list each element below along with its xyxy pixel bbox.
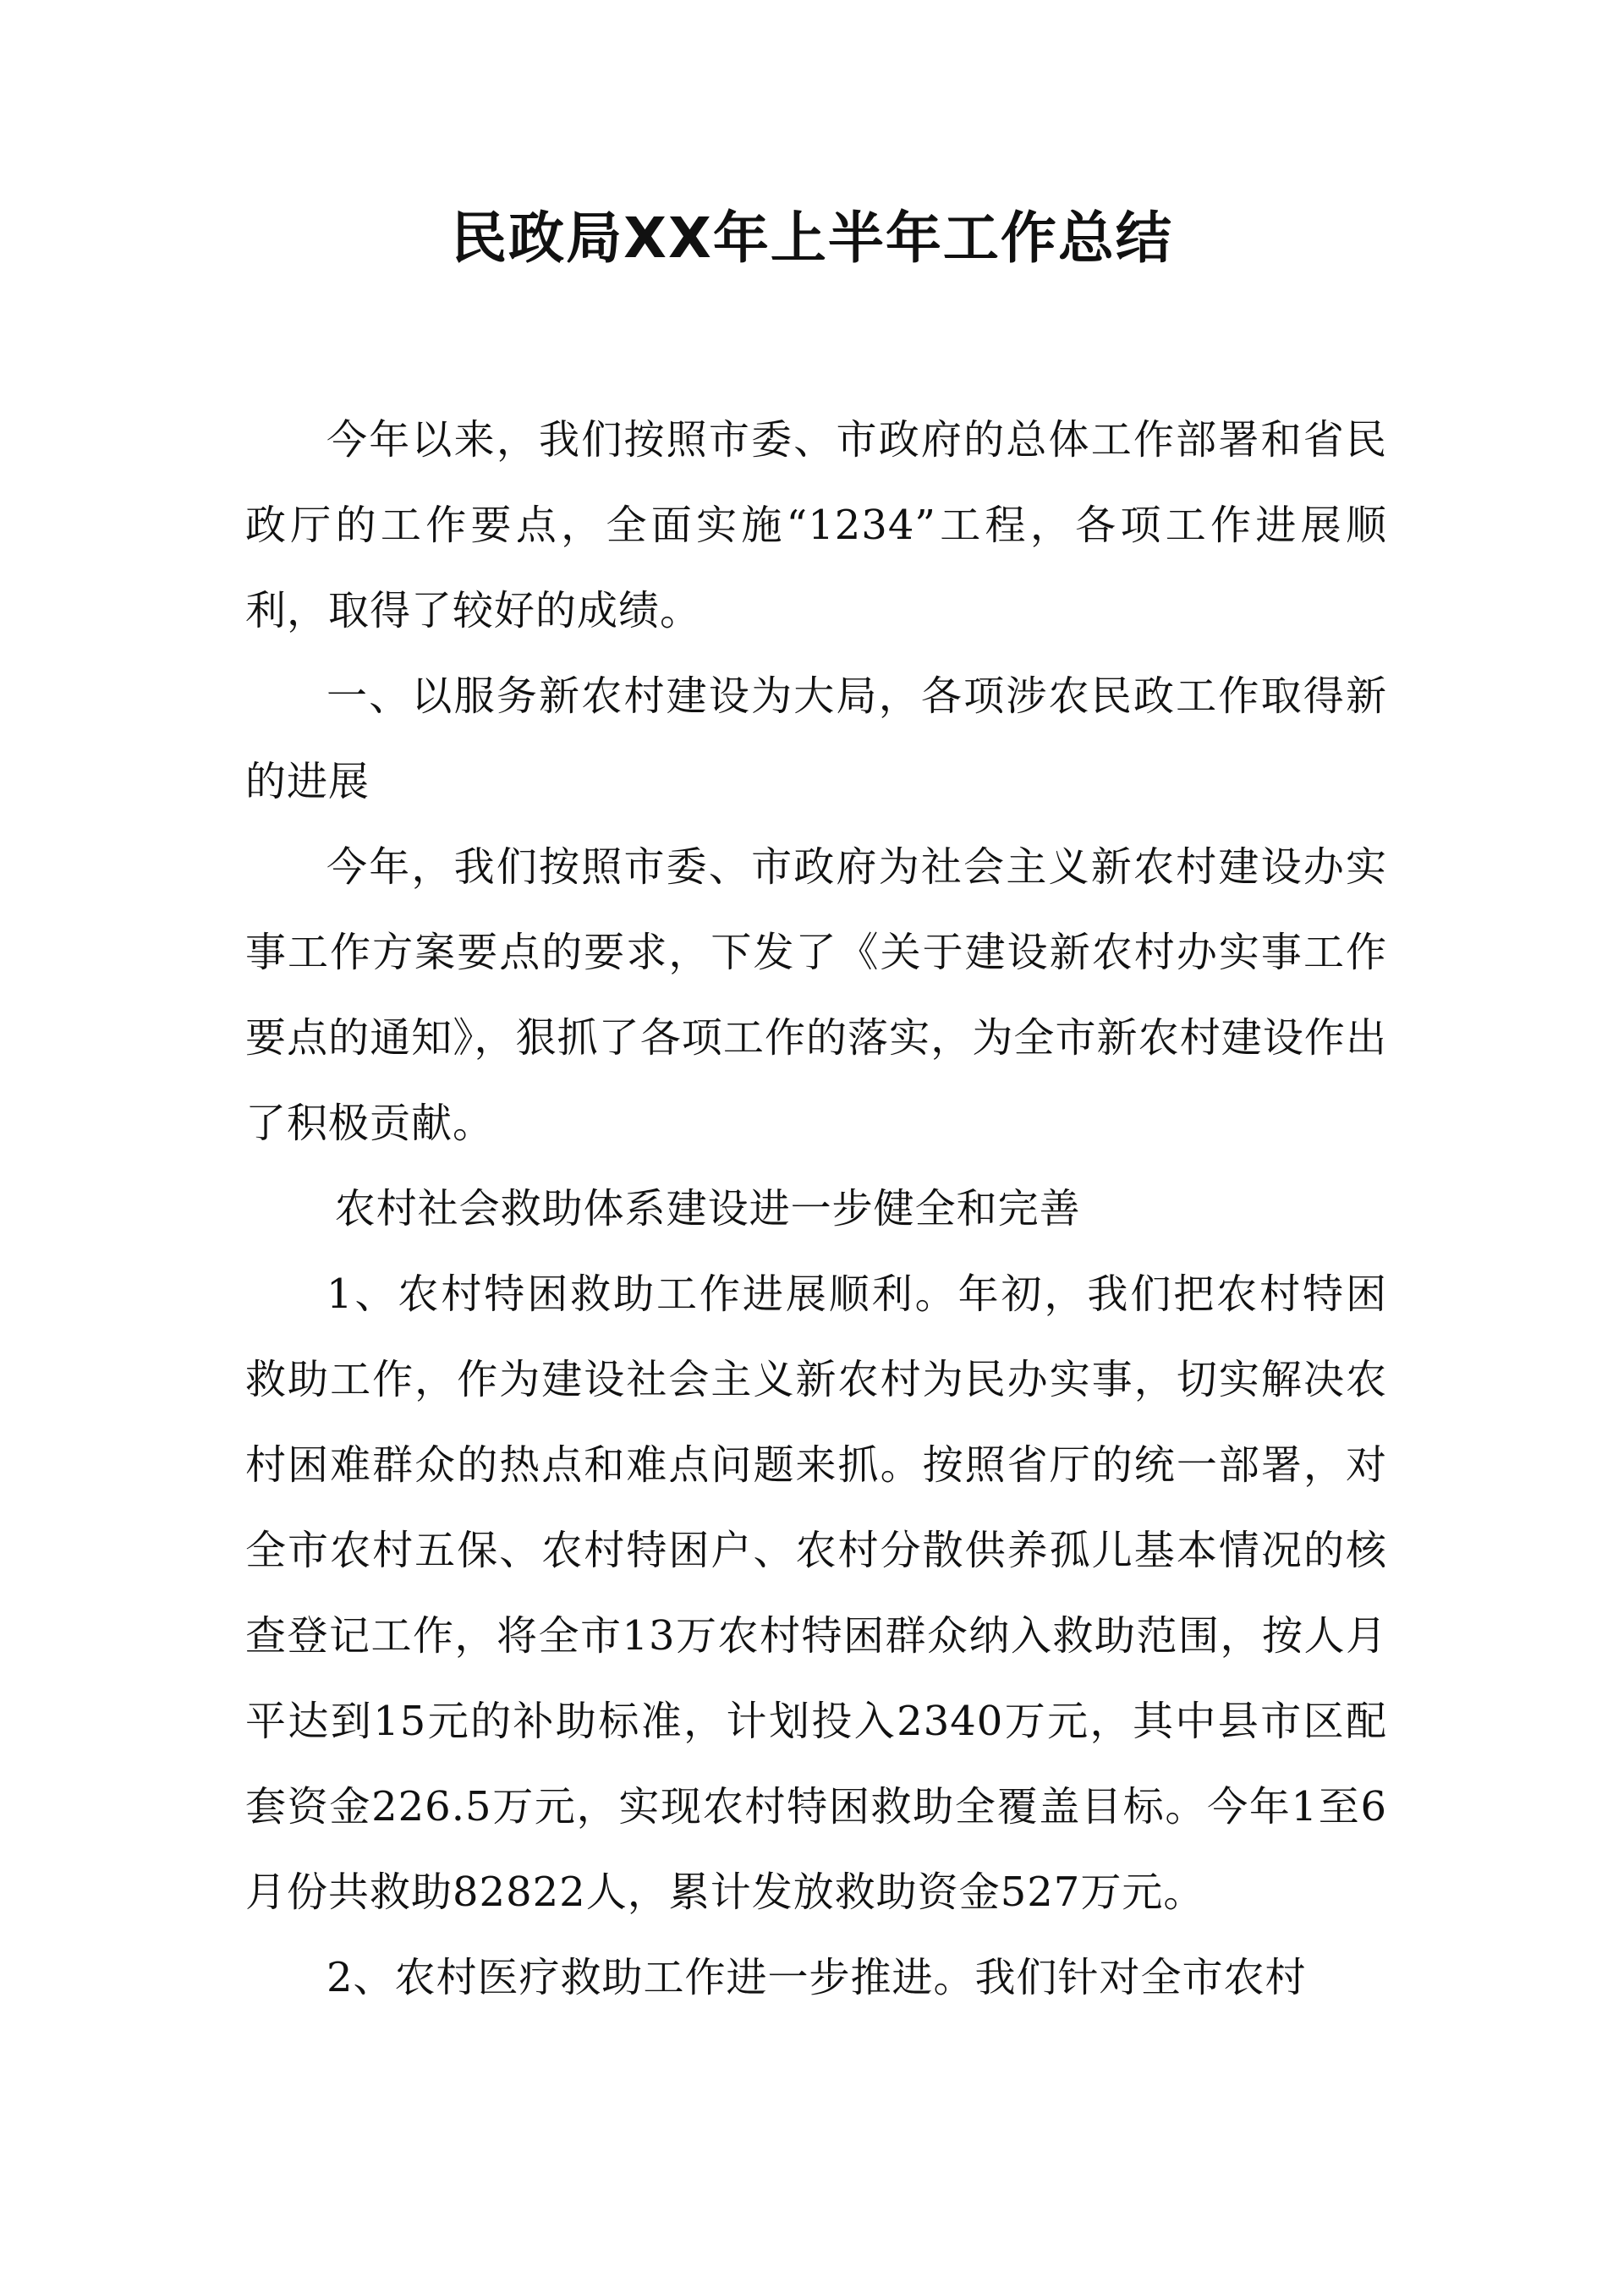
document-body: [245, 398, 1387, 2021]
paragraph-intro: 今年以来，我们按照市委、市政府的总体工作部署和省民政厅的工作要点，全面实施“1234”工程，各项工作进展顺利，取得了较好的成绩。: [245, 416, 1387, 634]
document-title: 民政局XX年上半年工作总结: [451, 206, 1173, 271]
subsection-heading: 农村社会救助体系建设进一步健全和完善: [334, 1185, 1081, 1232]
section-heading-1: 一、以服务新农村建设为大局，各项涉农民政工作取得新的进展: [245, 672, 1387, 805]
paragraph-section-1: 今年，我们按照市委、市政府为社会主义新农村建设办实事工作方案要点的要求，下发了《关于建设新农村办实事工作要点的通知》，狠抓了各项工作的落实，为全市新农村建设作出了积极贡献。: [245, 843, 1387, 1147]
paragraph-item-2: 2、农村医疗救助工作进一步推进。我们针对全市农村: [326, 1954, 1307, 2001]
paragraph-item-1: 1、农村特困救助工作进展顺利。年初，我们把农村特困救助工作，作为建设社会主义新农村为民办实事，切实解决农村困难群众的热点和难点问题来抓。按照省厅的统一部署，对全市农村五保、农村特困户、农村分散供养孤儿基本情况的核查登记工作，将全市13万农村特困群众纳入救助范围，按人月平达到15元的补助标准，计划投入2340万元，其中县市区配套资金226.5万元，实现农村特困救助全覆盖目标。今年1至6月份共救助82822人，累计发放救助资金527万元。: [245, 1270, 1387, 1916]
